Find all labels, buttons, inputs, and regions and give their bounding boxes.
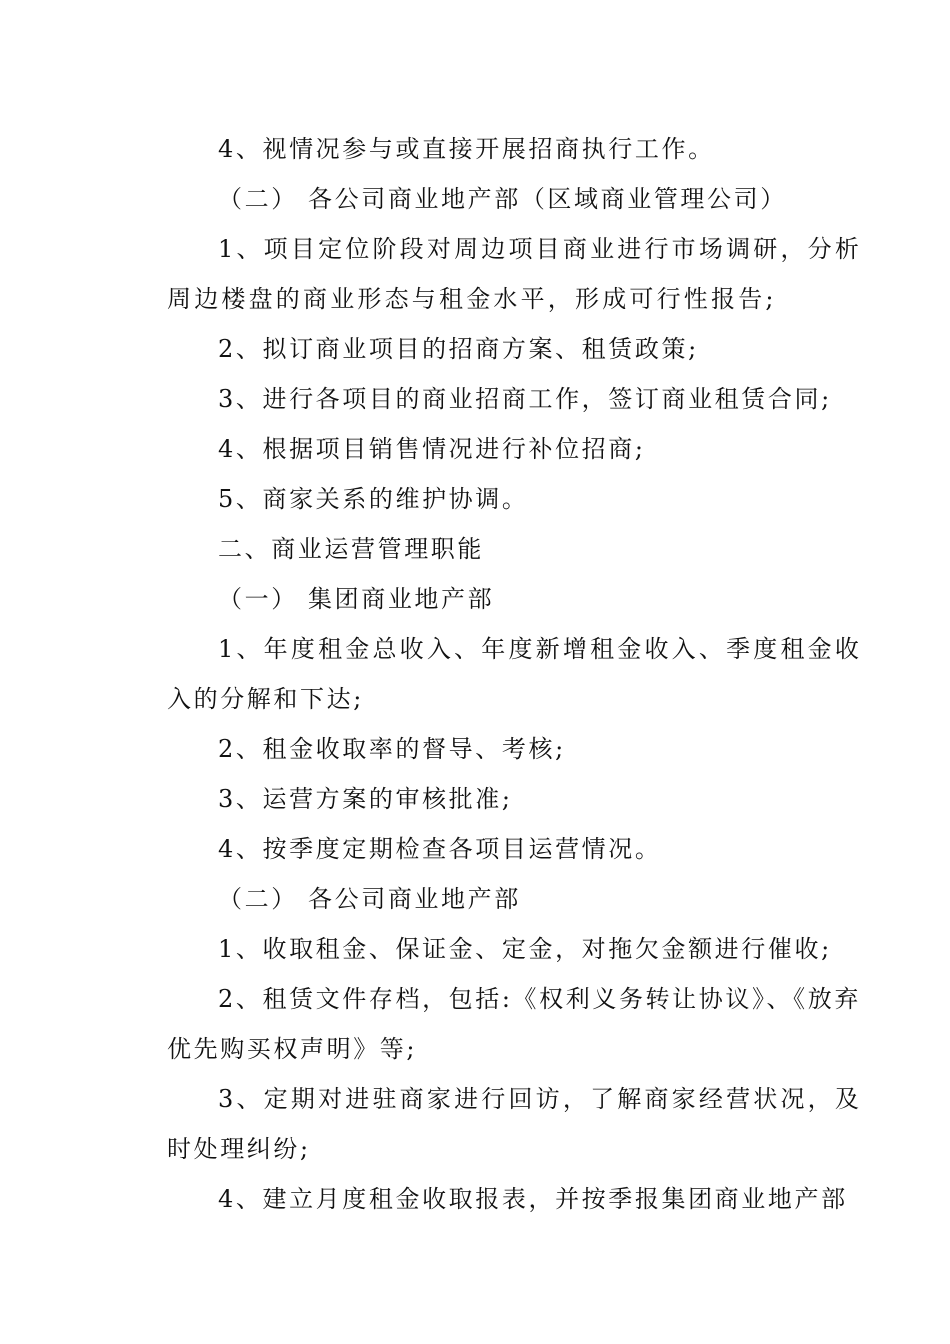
paragraph-line: 2、拟订商业项目的招商方案、租赁政策; xyxy=(218,335,699,363)
paragraph-line: 5、商家关系的维护协调。 xyxy=(218,485,529,513)
paragraph-line: 3、进行各项目的商业招商工作，签订商业租赁合同; xyxy=(218,385,832,413)
section-heading: 二、商业运营管理职能 xyxy=(218,535,484,563)
paragraph-line: 3、运营方案的审核批准; xyxy=(218,785,513,813)
paragraph-line: 4、视情况参与或直接开展招商执行工作。 xyxy=(218,135,715,163)
paragraph-line: 1、年度租金总收入、年度新增租金收入、季度租金收 xyxy=(218,635,863,663)
paragraph-line: 4、根据项目销售情况进行补位招商; xyxy=(218,435,646,463)
paragraph-line: 2、租赁文件存档，包括:《权利义务转让协议》、《放弃 xyxy=(218,985,861,1013)
paragraph-line: 优先购买权声明》等; xyxy=(167,1035,418,1063)
paragraph-line: 1、项目定位阶段对周边项目商业进行市场调研，分析 xyxy=(218,235,863,263)
paragraph-line: 3、定期对进驻商家进行回访，了解商家经营状况，及 xyxy=(218,1085,863,1113)
paragraph-line: 入的分解和下达; xyxy=(167,685,364,713)
section-heading: （二） 各公司商业地产部（区域商业管理公司） xyxy=(218,185,787,213)
paragraph-line: 4、按季度定期检查各项目运营情况。 xyxy=(218,835,662,863)
paragraph-line: 4、建立月度租金收取报表，并按季报集团商业地产部 xyxy=(218,1185,848,1213)
paragraph-line: 2、租金收取率的督导、考核; xyxy=(218,735,566,763)
section-heading: （二） 各公司商业地产部 xyxy=(218,885,521,913)
paragraph-line: 1、收取租金、保证金、定金，对拖欠金额进行催收; xyxy=(218,935,832,963)
paragraph-line: 时处理纠纷; xyxy=(167,1135,311,1163)
paragraph-line: 周边楼盘的商业形态与租金水平，形成可行性报告; xyxy=(167,285,777,313)
section-heading: （一） 集团商业地产部 xyxy=(218,585,495,613)
